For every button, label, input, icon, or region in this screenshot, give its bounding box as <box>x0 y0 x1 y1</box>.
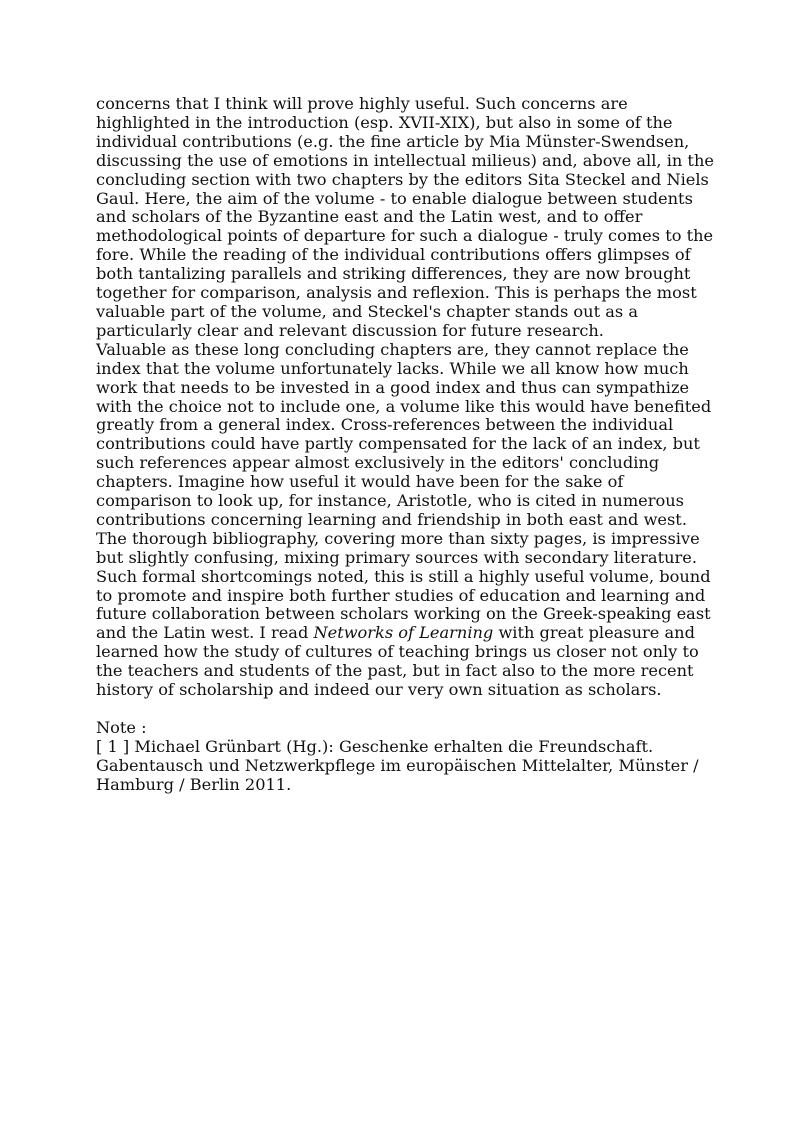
paragraph-conclusion-text-after: with great pleasure and learned how the study of cultures of teaching brings us closer not only to the teachers and students of the past, but in fact also to the more recent history of scholarship and indeed our very own situation as scholars. <box>96 623 699 700</box>
paragraph-spacer <box>96 700 716 719</box>
document-body <box>96 95 716 795</box>
paragraph-concerns: concerns that I think will prove highly useful. Such concerns are highlighted in the introduction (esp. XVII-XIX), but also in some of the individual contributions (e.g. the fine article by Mia Münster-Swendsen, discussing the use of emotions in intellectual milieus) and, above all, in the concluding section with two chapters by the editors Sita Steckel and Niels Gaul. Here, the aim of the volume - to enable dialogue between students and scholars of the Byzantine east and the Latin west, and to offer methodological points of departure for such a dialogue - truly comes to the fore. While the reading of the individual contributions offers glimpses of both tantalizing parallels and striking differences, they are now brought together for comparison, analysis and reflexion. This is perhaps the most valuable part of the volume, and Steckel's chapter stands out as a particularly clear and relevant discussion for future research. <box>96 94 714 340</box>
paragraph-conclusion <box>96 568 716 700</box>
footnote-1: [ 1 ] Michael Grünbart (Hg.): Geschenke erhalten die Freundschaft. Gabentausch und Netzwerkpflege im europäischen Mittelalter, Münster / Hamburg / Berlin 2011. <box>96 736 699 794</box>
book-title: Networks of Learning <box>313 623 494 643</box>
paragraph-conclusion-text-before: Such formal shortcomings noted, this is still a highly useful volume, bound to promote and inspire both further studies of education and learning and future collaboration between scholars working on the Greek-speaking east and the Latin west. I read <box>96 566 711 643</box>
notes-heading: Note : <box>96 717 147 737</box>
paragraph-index: Valuable as these long concluding chapters are, they cannot replace the index that the volume unfortunately lacks. While we all know how much work that needs to be invested in a good index and thus can sympathize with the choice not to include one, a volume like this would have benefited greatly from a general index. Cross-references between the individual contributions could have partly compensated for the lack of an index, but such references appear almost exclusively in the editors' concluding chapters. Imagine how useful it would have been for the sake of comparison to look up, for instance, Aristotle, who is cited in numerous contributions concerning learning and friendship in both east and west. The thorough bibliography, covering more than sixty pages, is impressive but slightly confusing, mixing primary sources with secondary literature. <box>96 339 712 567</box>
